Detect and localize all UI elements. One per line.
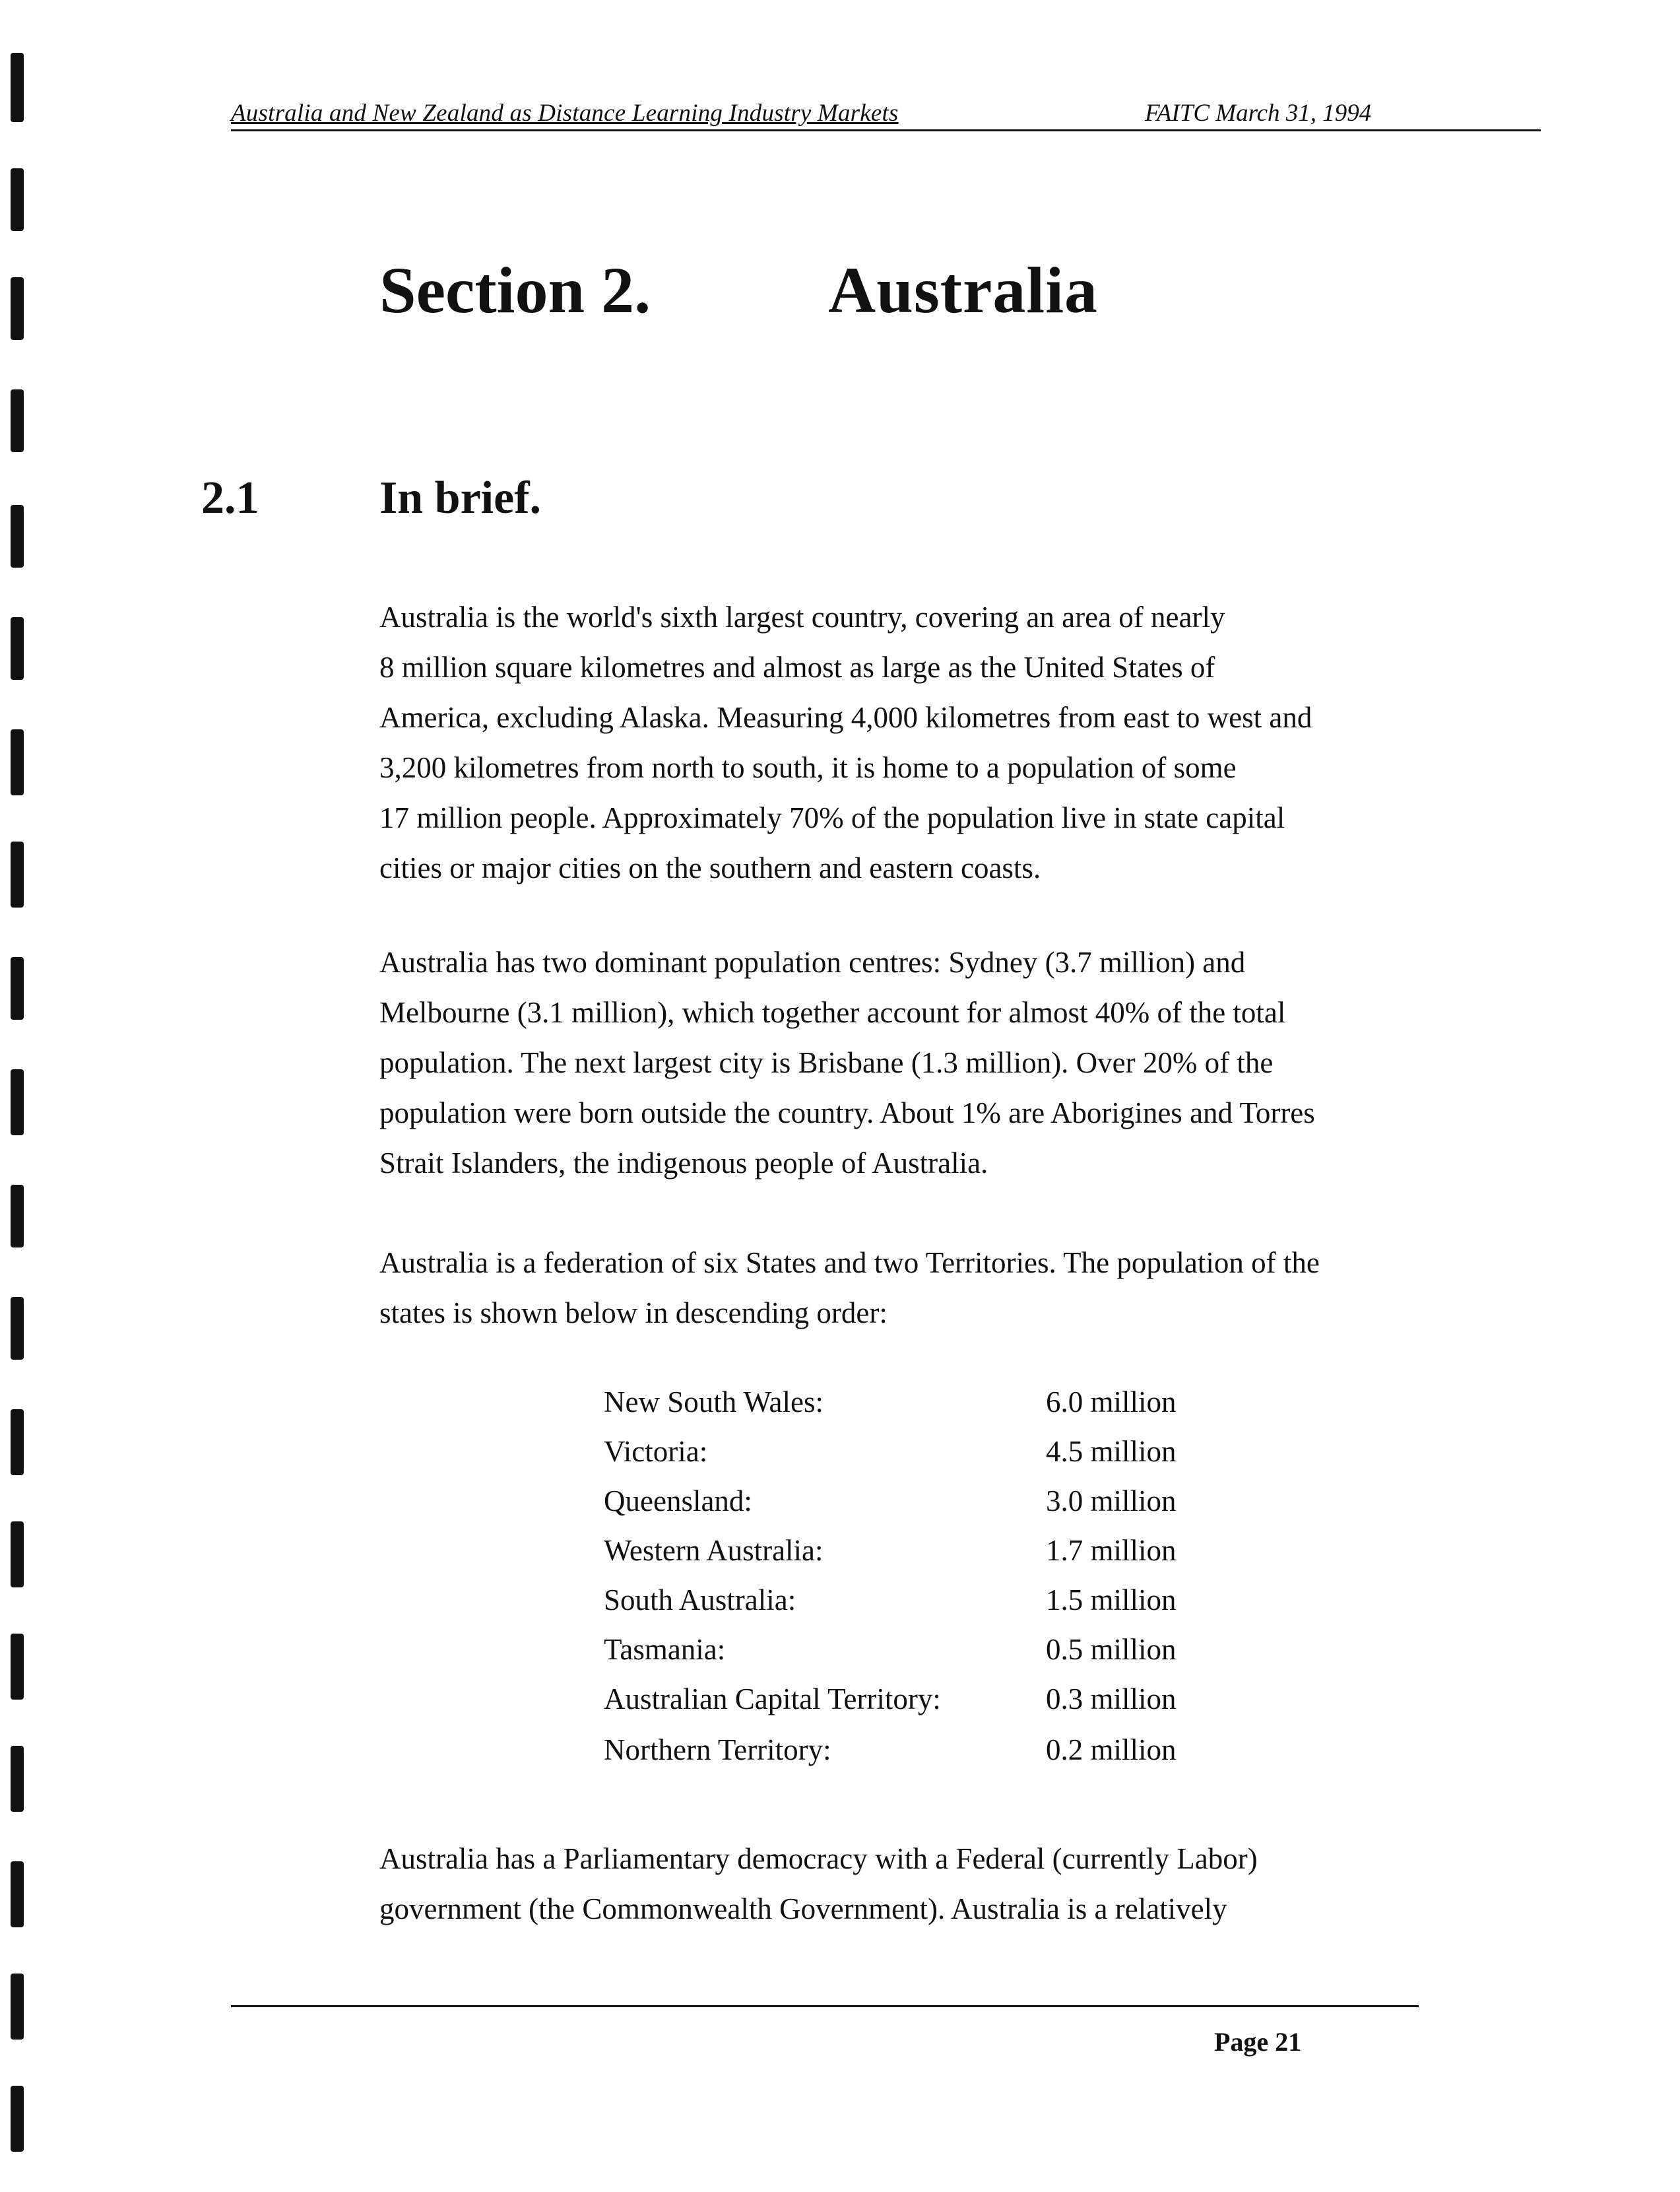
running-header-date: FAITC March 31, 1994 — [1145, 100, 1372, 127]
paragraph-line: states is shown below in descending order: — [379, 1296, 888, 1329]
binder-hole-mark — [11, 1185, 24, 1247]
binder-hole-mark — [11, 1521, 24, 1587]
binder-hole-mark — [11, 1974, 24, 2040]
binder-hole-mark — [11, 617, 24, 680]
state-population: 1.5 million — [1046, 1583, 1177, 1616]
state-name: Victoria: — [604, 1435, 708, 1468]
paragraph-line: 3,200 kilometres from north to south, it is home to a population of some — [379, 751, 1237, 784]
table-row — [604, 1733, 1264, 1783]
state-name: Western Australia: — [604, 1534, 824, 1567]
binder-hole-mark — [11, 389, 24, 452]
state-name: New South Wales: — [604, 1385, 824, 1418]
table-row — [604, 1385, 1264, 1435]
paragraph-line: population were born outside the country. About 1% are Aborigines and Torres — [379, 1096, 1315, 1129]
table-row — [604, 1484, 1264, 1534]
paragraph-geography — [379, 592, 1435, 893]
binder-hole-mark — [11, 53, 24, 122]
state-name: Australian Capital Territory: — [604, 1682, 941, 1715]
state-population: 4.5 million — [1046, 1435, 1177, 1468]
footer-rule — [231, 2005, 1419, 2007]
paragraph-line: government (the Commonwealth Government). Australia is a relatively — [379, 1892, 1227, 1925]
table-row — [604, 1583, 1264, 1633]
binder-hole-mark — [11, 505, 24, 568]
binder-hole-mark — [11, 277, 24, 340]
binder-hole-mark — [11, 957, 24, 1020]
state-population: 0.5 million — [1046, 1633, 1177, 1666]
binder-hole-mark — [11, 1634, 24, 1700]
binder-hole-mark — [11, 1069, 24, 1135]
binder-hole-mark — [11, 168, 24, 231]
paragraph-line: population. The next largest city is Brisbane (1.3 million). Over 20% of the — [379, 1046, 1274, 1079]
binder-hole-mark — [11, 1409, 24, 1475]
state-population: 0.3 million — [1046, 1682, 1177, 1715]
paragraph-line: Australia is the world's sixth largest country, covering an area of nearly — [379, 601, 1225, 634]
paragraph-line: 17 million people. Approximately 70% of the population live in state capital — [379, 801, 1285, 834]
paragraph-line: Australia is a federation of six States and two Territories. The population of the — [379, 1246, 1320, 1279]
state-name: Tasmania: — [604, 1633, 726, 1666]
table-row — [604, 1632, 1264, 1682]
table-row — [604, 1682, 1264, 1732]
state-name: Queensland: — [604, 1484, 752, 1517]
state-name: Northern Territory: — [604, 1733, 831, 1766]
paragraph-line: America, excluding Alaska. Measuring 4,000 kilometres from east to west and — [379, 701, 1312, 734]
page-number: Page 21 — [1214, 2027, 1302, 2057]
table-row — [604, 1533, 1264, 1583]
running-header-title: Australia and New Zealand as Distance Learning Industry Markets — [231, 100, 899, 127]
section-number: Section 2. — [379, 253, 651, 327]
section-title: Australia — [828, 253, 1098, 327]
binder-hole-mark — [11, 729, 24, 795]
state-population: 0.2 million — [1046, 1733, 1177, 1766]
binder-hole-mark — [11, 1746, 24, 1812]
state-population: 6.0 million — [1046, 1385, 1177, 1418]
paragraph-line: Strait Islanders, the indigenous people of Australia. — [379, 1146, 988, 1179]
binder-hole-mark — [11, 2086, 24, 2152]
paragraph-line: Australia has a Parliamentary democracy with a Federal (currently Labor) — [379, 1842, 1258, 1875]
paragraph-line: Melbourne (3.1 million), which together account for almost 40% of the total — [379, 996, 1286, 1029]
binder-hole-mark — [11, 1861, 24, 1927]
paragraph-government — [379, 1834, 1435, 1934]
subsection-number: 2.1 — [201, 473, 259, 523]
subsection-title: In brief. — [379, 473, 541, 523]
paragraph-line: 8 million square kilometres and almost as large as the United States of — [379, 651, 1215, 684]
paragraph-line: cities or major cities on the southern and eastern coasts. — [379, 851, 1041, 884]
state-population: 3.0 million — [1046, 1484, 1177, 1517]
table-row — [604, 1434, 1264, 1484]
paragraph-federation — [379, 1238, 1435, 1338]
binder-hole-mark — [11, 1297, 24, 1360]
binder-hole-mark — [11, 842, 24, 908]
paragraph-line: Australia has two dominant population centres: Sydney (3.7 million) and — [379, 946, 1246, 979]
header-rule — [231, 129, 1541, 131]
paragraph-population-centres — [379, 937, 1435, 1188]
state-population: 1.7 million — [1046, 1534, 1177, 1567]
state-name: South Australia: — [604, 1583, 796, 1616]
